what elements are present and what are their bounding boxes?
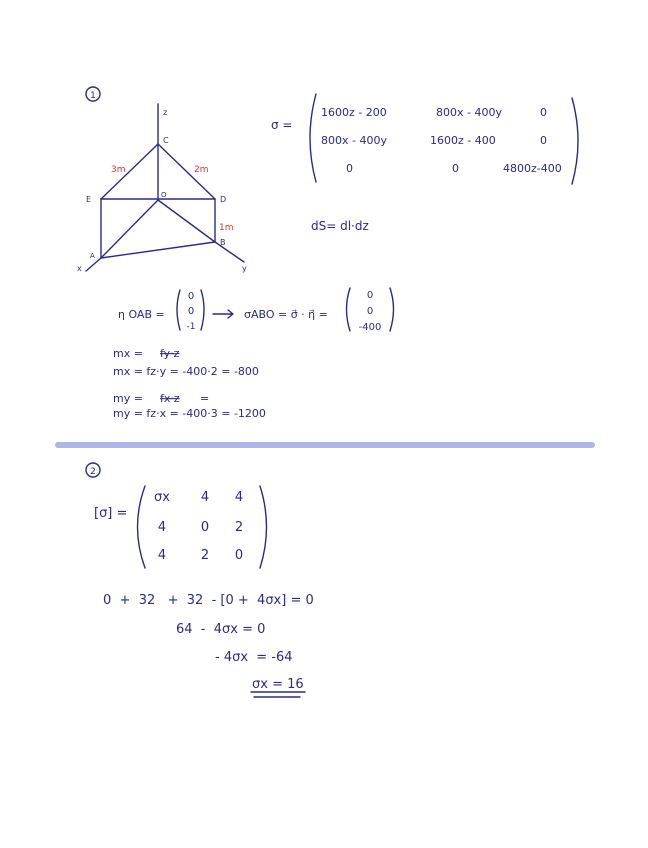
label-x: x [77,264,82,273]
result-vec-2: 0 [366,306,374,317]
tensor-r1c1: 1600z - 200 [321,106,387,119]
tensor-lhs: σ = [271,118,293,132]
matrix-r1c3: 4 [234,490,244,505]
my-struck: fx·z [160,392,180,405]
ink-text [77,91,562,692]
label-a: A [90,252,95,260]
normal-vec-right-paren [201,290,204,330]
label-d: D [220,195,227,204]
answer: σx = 16 [252,677,304,692]
tensor-r3c3: 4800z-400 [503,162,562,175]
my-line-2: my = fz·x = -400·3 = -1200 [113,407,266,420]
my-line-1: my = [113,392,143,405]
matrix-r3c2: 2 [200,548,210,563]
matrix-r3c1: 4 [157,548,167,563]
result-vec-right-paren [390,288,394,331]
matrix-r2c1: 4 [157,520,167,535]
result-vec-3: -400 [358,322,382,333]
mx-line-2: mx = fz·y = -400·2 = -800 [113,365,259,378]
matrix-right-paren [260,486,267,568]
label-z: z [163,108,168,117]
matrix-r2c3: 2 [234,520,244,535]
normal-vec-1: 0 [187,291,195,302]
dim-cd: 2m [194,165,209,175]
label-y: y [242,264,247,273]
matrix-lhs: [σ] = [94,506,128,521]
stress-vector-eq: σABO = σ⃗ · η⃗ = [244,308,328,321]
problem1-number: 1 [90,91,96,101]
tensor-r2c1: 800x - 400y [321,134,387,147]
mx-line-1: mx = [113,347,143,360]
matrix-left-paren [138,486,146,568]
dim-db: 1m [219,223,234,233]
my-tail: = [200,392,210,405]
label-e: E [86,195,92,204]
problem2-number: 2 [90,467,96,477]
arrow-icon [213,310,233,318]
step-2: 64 - 4σx = 0 [176,622,266,637]
result-vec-1: 0 [366,290,374,301]
matrix-r2c2: 0 [200,520,210,535]
label-o: O [161,191,167,199]
tensor-right-paren [572,98,578,184]
matrix-r1c1: σx [154,490,170,505]
matrix-r1c2: 4 [200,490,210,505]
tensor-r3c1: 0 [346,162,353,175]
ds-equation: dS= dl·dz [311,219,369,233]
label-c: C [163,136,169,145]
tensor-r2c3: 0 [540,134,547,147]
result-vec-left-paren [347,288,351,331]
tensor-r2c2: 1600z - 400 [430,134,496,147]
matrix-r3c3: 0 [234,548,244,563]
normal-vec-left-paren [177,290,180,330]
label-b: B [220,238,226,247]
step-1: 0 + 32 + 32 - [0 + 4σx] = 0 [103,593,314,608]
tensor-r3c2: 0 [452,162,459,175]
normal-vec-2: 0 [187,306,195,317]
step-3: - 4σx = -64 [215,650,293,665]
mx-struck: fy·z [160,347,180,360]
dim-ce: 3m [111,165,126,175]
tensor-left-paren [310,94,316,182]
tensor-r1c3: 0 [540,106,547,119]
tensor-r1c2: 800x - 400y [436,106,502,119]
normal-vec-3: -1 [186,322,196,332]
normal-lhs: η OAB = [118,308,165,321]
